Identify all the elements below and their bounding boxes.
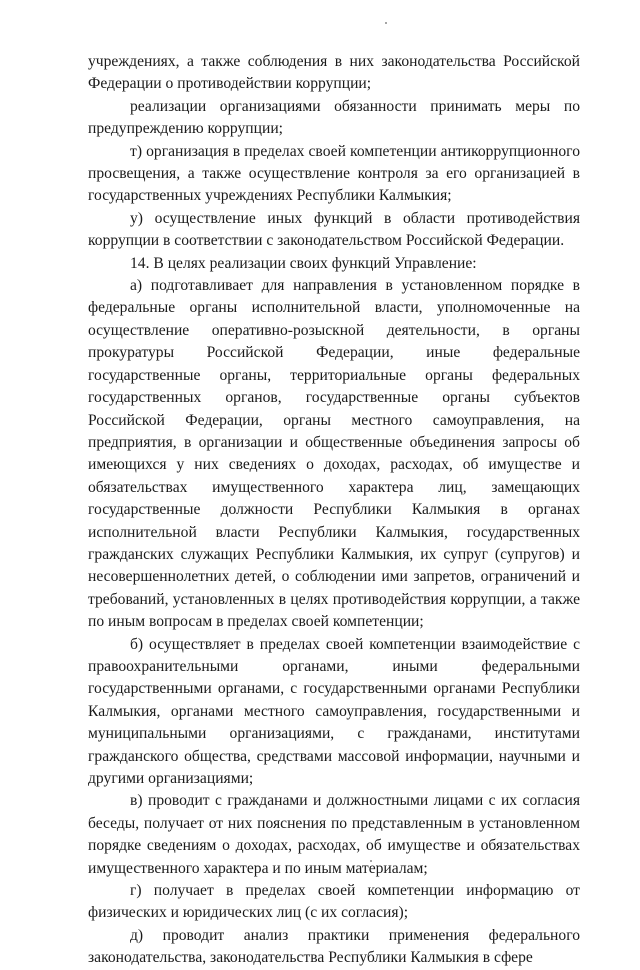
paragraph-continuation: учреждениях, а также соблюдения в них законодательства Российской Федерации о противодействии коррупции;	[88, 53, 580, 93]
paragraph-item-a: а) подготавливает для направления в установленном порядке в федеральные органы исполнительной власти, уполномоченные на осуществление оперативно-розыскной деятельности, в органы прокуратуры Российской Федерации, иные федеральные государственные органы, территориальные органы федеральных государственных органов, государственные органы субъектов Российской Федерации, органы местного самоуправления, на предприятия, в организации и общественные объединения запросы об имеющихся у них сведениях о доходах, расходах, об имуществе и обязательствах имущественного характера лиц, замещающих государственные должности Республики Калмыкия в органах исполнительной власти Республики Калмыкия, государственных гражданских служащих Республики Калмыкия, их супруг (супругов) и несовершеннолетних детей, о соблюдении ими запретов, ограничений и требований, установленных в целях противодействия коррупции, а также по иным вопросам в пределах своей компетенции;	[88, 277, 580, 631]
paragraph-item-b: б) осуществляет в пределах своей компетенции взаимодействие с правоохранительными органами, иными федеральными государственными органами, с государственными органами Республики Калмыкия, органами местного самоуправления, государственными и муниципальными организациями, с гражданами, институтами гражданского общества, средствами массовой информации, научными и другими организациями;	[88, 635, 580, 787]
paragraph-item-v: в) проводит с гражданами и должностными лицами с их согласия беседы, получает от них пояснения по представленным в установленном порядке сведениям о доходах, расходах, об имуществе и обязательствах имущественного характера и по иным материалам;	[88, 792, 580, 877]
paragraph-item-u: у) осуществление иных функций в области противодействия коррупции в соответствии с законодательством Российской Федерации.	[88, 209, 580, 250]
paragraph-section-14: 14. В целях реализации своих функций Управление:	[130, 254, 477, 272]
document-body	[88, 51, 580, 970]
scan-speck	[385, 22, 387, 24]
paragraph-item-t: т) организация в пределах своей компетенции антикоррупционного просвещения, а также осуществление контроля за его организацией в государственных учреждениях Республики Калмыкия;	[88, 142, 580, 205]
paragraph-item-d: д) проводит анализ практики применения федерального законодательства, законодательства Республики Калмыкия в сфере	[88, 926, 580, 967]
paragraph-prevention: реализации организациями обязанности принимать меры по предупреждению коррупции;	[88, 97, 580, 138]
paragraph-item-g: г) получает в пределах своей компетенции информацию от физических и юридических лиц (с их согласия);	[88, 882, 580, 922]
